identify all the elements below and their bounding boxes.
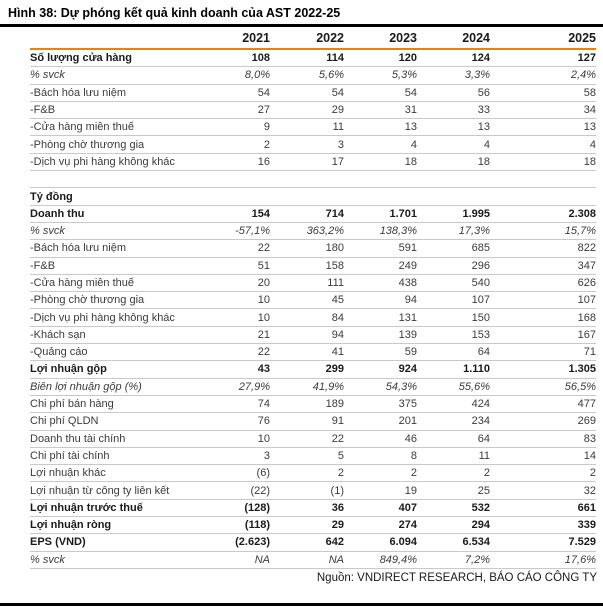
row-label: -Dịch vụ phi hàng không khác xyxy=(30,311,175,324)
row-label: -Dịch vụ phi hàng không khác xyxy=(30,155,175,168)
row-label: Chi phí QLDN xyxy=(30,415,99,428)
cell-value: 158 xyxy=(325,259,344,272)
column-header-2023: 2023 xyxy=(389,30,417,45)
cell-value: 11 xyxy=(332,121,344,134)
cell-value: 234 xyxy=(471,415,490,428)
cell-value: 10 xyxy=(257,294,270,307)
row-label: Lợi nhuận ròng xyxy=(30,519,112,532)
cell-value: 111 xyxy=(327,277,344,289)
cell-value: 16 xyxy=(257,155,270,168)
cell-value: 849,4% xyxy=(379,553,417,566)
table-row xyxy=(30,275,596,292)
cell-value: 45 xyxy=(331,294,344,307)
cell-value: (1) xyxy=(330,484,344,497)
cell-value: 3 xyxy=(263,449,270,462)
row-label: -F&B xyxy=(30,104,56,117)
cell-value: 107 xyxy=(577,294,596,307)
cell-value: 19 xyxy=(404,484,417,497)
cell-value: 94 xyxy=(404,294,417,307)
cell-value: 249 xyxy=(398,259,417,272)
cell-value: 1.995 xyxy=(462,207,490,220)
table-row xyxy=(30,50,596,67)
cell-value: 438 xyxy=(398,277,417,289)
cell-value: 76 xyxy=(257,415,270,428)
table-row xyxy=(30,482,596,499)
cell-value: 7.529 xyxy=(568,536,596,549)
cell-value: 822 xyxy=(577,242,596,255)
cell-value: 540 xyxy=(471,277,490,289)
cell-value: 51 xyxy=(257,259,270,272)
cell-value: 274 xyxy=(398,519,417,532)
cell-value: 2 xyxy=(483,467,490,480)
cell-value: 13 xyxy=(583,121,596,134)
table-row xyxy=(30,206,596,223)
cell-value: 54 xyxy=(331,86,344,99)
table-row xyxy=(30,361,596,378)
cell-value: 114 xyxy=(326,52,344,65)
row-label: -Bách hóa lưu niệm xyxy=(30,86,127,99)
cell-value: 41,9% xyxy=(312,380,344,393)
row-label: -Quảng cáo xyxy=(30,346,88,359)
cell-value: 407 xyxy=(398,501,417,514)
cell-value: 180 xyxy=(325,242,344,255)
row-label: -Phòng chờ thương gia xyxy=(30,138,145,151)
table-header-row xyxy=(30,27,596,50)
cell-value: 1.305 xyxy=(568,363,596,376)
table-row xyxy=(30,396,596,413)
table-row xyxy=(30,431,596,448)
cell-value: 124 xyxy=(471,52,490,65)
row-label: Doanh thu xyxy=(30,207,85,220)
cell-value: 31 xyxy=(404,104,417,117)
table-row xyxy=(30,552,596,569)
cell-value: 477 xyxy=(577,398,596,411)
cell-value: 83 xyxy=(583,432,596,445)
cell-value: 661 xyxy=(577,501,596,514)
table-row xyxy=(30,465,596,482)
cell-value: 269 xyxy=(577,415,596,428)
cell-value: 139 xyxy=(398,328,417,341)
cell-value: 294 xyxy=(471,519,490,532)
row-label: Chi phí tài chính xyxy=(30,449,110,462)
cell-value: 924 xyxy=(398,363,417,376)
cell-value: 714 xyxy=(325,207,344,220)
cell-value: 29 xyxy=(331,519,344,532)
cell-value: 10 xyxy=(257,432,270,445)
table-row xyxy=(30,534,596,551)
cell-value: 54,3% xyxy=(385,380,417,393)
cell-value: 91 xyxy=(331,415,344,428)
row-label: -Bách hóa lưu niệm xyxy=(30,242,127,255)
table-row xyxy=(30,136,596,153)
table-row xyxy=(30,413,596,430)
cell-value: 127 xyxy=(577,52,596,65)
row-label: Lợi nhuận khác xyxy=(30,467,106,480)
table-row xyxy=(30,188,596,205)
table-row xyxy=(30,258,596,275)
row-label: % svck xyxy=(30,225,65,238)
cell-value: 299 xyxy=(325,363,344,376)
table-row xyxy=(30,102,596,119)
cell-value: 685 xyxy=(471,242,490,255)
cell-value: 347 xyxy=(577,259,596,272)
cell-value: 25 xyxy=(477,484,490,497)
cell-value: 2,4% xyxy=(570,69,596,82)
table-row xyxy=(30,119,596,136)
cell-value: 46 xyxy=(404,432,417,445)
cell-value: 64 xyxy=(477,346,490,359)
row-label: Lợi nhuận gộp xyxy=(30,363,107,376)
cell-value: NA xyxy=(328,553,344,566)
cell-value: 138,3% xyxy=(379,225,417,238)
cell-value: 27 xyxy=(257,104,270,117)
table-row xyxy=(30,85,596,102)
bottom-divider xyxy=(0,603,603,606)
cell-value: 64 xyxy=(477,432,490,445)
cell-value: 17,6% xyxy=(564,553,596,566)
cell-value: (118) xyxy=(244,519,270,532)
cell-value: -57,1% xyxy=(235,225,270,238)
table-row xyxy=(30,154,596,171)
cell-value: 13 xyxy=(477,121,490,134)
row-label: % svck xyxy=(30,553,65,566)
cell-value: 4 xyxy=(410,138,417,151)
row-label: Lợi nhuận từ công ty liên kết xyxy=(30,484,170,497)
row-label: Số lượng cửa hàng xyxy=(30,52,132,65)
cell-value: 153 xyxy=(471,328,490,341)
cell-value: 5,3% xyxy=(391,69,417,82)
row-label: % svck xyxy=(30,69,65,82)
cell-value: 4 xyxy=(483,138,490,151)
cell-value: 18 xyxy=(583,155,596,168)
cell-value: 18 xyxy=(477,155,490,168)
cell-value: 71 xyxy=(583,346,596,359)
cell-value: (128) xyxy=(244,501,270,514)
cell-value: 22 xyxy=(331,432,344,445)
row-label: -Khách sạn xyxy=(30,328,86,341)
cell-value: 21 xyxy=(257,328,270,341)
cell-value: 167 xyxy=(577,328,596,341)
column-header-2024: 2024 xyxy=(462,30,490,45)
table-row xyxy=(30,500,596,517)
cell-value: 56 xyxy=(477,86,490,99)
cell-value: 2 xyxy=(410,467,417,480)
table-row xyxy=(30,344,596,361)
table-row xyxy=(30,67,596,84)
cell-value: (6) xyxy=(256,467,270,480)
cell-value: 55,6% xyxy=(458,380,490,393)
row-label: Biên lợi nhuận gộp (%) xyxy=(30,380,142,393)
table-row xyxy=(30,327,596,344)
cell-value: 150 xyxy=(471,311,490,324)
cell-value: 17,3% xyxy=(458,225,490,238)
row-label: -Phòng chờ thương gia xyxy=(30,294,145,307)
cell-value: 59 xyxy=(404,346,417,359)
cell-value: 6.094 xyxy=(389,536,417,549)
table-row xyxy=(30,171,596,188)
cell-value: 8,0% xyxy=(244,69,270,82)
cell-value: 36 xyxy=(331,501,344,514)
cell-value: 22 xyxy=(257,346,270,359)
cell-value: NA xyxy=(254,553,270,566)
table-row xyxy=(30,223,596,240)
cell-value: 58 xyxy=(583,86,596,99)
cell-value: 6.534 xyxy=(462,536,490,549)
table-row xyxy=(30,448,596,465)
row-label: Doanh thu tài chính xyxy=(30,432,126,445)
row-label: -Cửa hàng miễn thuế xyxy=(30,121,134,134)
table-row xyxy=(30,292,596,309)
cell-value: 339 xyxy=(577,519,596,532)
cell-value: 10 xyxy=(257,311,270,324)
cell-value: 120 xyxy=(398,52,417,65)
row-label: EPS (VND) xyxy=(30,536,86,549)
cell-value: 22 xyxy=(257,242,270,255)
cell-value: 363,2% xyxy=(306,225,344,238)
cell-value: 29 xyxy=(331,104,344,117)
cell-value: 54 xyxy=(404,86,417,99)
cell-value: 7,2% xyxy=(464,553,490,566)
table-row xyxy=(30,240,596,257)
column-header-2025: 2025 xyxy=(568,30,596,45)
cell-value: 17 xyxy=(331,155,344,168)
cell-value: 94 xyxy=(331,328,344,341)
cell-value: 84 xyxy=(331,311,344,324)
cell-value: 108 xyxy=(251,52,270,65)
cell-value: 11 xyxy=(478,449,490,462)
row-label: Tỷ đồng xyxy=(30,190,73,203)
row-label: -F&B xyxy=(30,259,56,272)
source-note: Nguồn: VNDIRECT RESEARCH, BÁO CÁO CÔNG TY xyxy=(316,571,597,584)
cell-value: 4 xyxy=(589,138,596,151)
cell-value: 2.308 xyxy=(568,207,596,220)
forecast-table xyxy=(30,27,596,569)
cell-value: 591 xyxy=(398,242,417,255)
cell-value: 2 xyxy=(589,467,596,480)
cell-value: 1.110 xyxy=(463,363,490,376)
table-row xyxy=(30,379,596,396)
cell-value: 20 xyxy=(257,277,270,289)
cell-value: 626 xyxy=(577,277,596,289)
cell-value: 54 xyxy=(257,86,270,99)
row-label: Lợi nhuận trước thuế xyxy=(30,501,143,514)
cell-value: 5,6% xyxy=(318,69,344,82)
cell-value: 642 xyxy=(325,536,344,549)
figure-title: Hình 38: Dự phóng kết quả kinh doanh của AST 2022-25 xyxy=(8,6,341,20)
cell-value: 41 xyxy=(331,346,344,359)
cell-value: (22) xyxy=(250,484,270,497)
cell-value: 2 xyxy=(337,467,344,480)
cell-value: 189 xyxy=(325,398,344,411)
cell-value: 34 xyxy=(583,104,596,117)
cell-value: 8 xyxy=(410,449,417,462)
cell-value: 14 xyxy=(583,449,596,462)
cell-value: 2 xyxy=(263,138,270,151)
cell-value: 131 xyxy=(398,311,417,324)
cell-value: 375 xyxy=(398,398,417,411)
cell-value: 424 xyxy=(471,398,490,411)
table-row xyxy=(30,309,596,326)
cell-value: 201 xyxy=(398,415,417,428)
cell-value: 15,7% xyxy=(564,225,596,238)
cell-value: 168 xyxy=(577,311,596,324)
cell-value: 27,9% xyxy=(238,380,270,393)
cell-value: 74 xyxy=(257,398,270,411)
cell-value: 13 xyxy=(404,121,417,134)
cell-value: 32 xyxy=(583,484,596,497)
cell-value: 9 xyxy=(263,121,270,134)
cell-value: 532 xyxy=(471,501,490,514)
cell-value: (2.623) xyxy=(235,536,270,549)
cell-value: 5 xyxy=(337,449,344,462)
cell-value: 154 xyxy=(251,207,270,220)
column-header-2021: 2021 xyxy=(242,30,270,45)
cell-value: 18 xyxy=(404,155,417,168)
table-row xyxy=(30,517,596,534)
table-body xyxy=(30,50,596,569)
column-header-2022: 2022 xyxy=(316,30,344,45)
cell-value: 107 xyxy=(471,294,490,307)
cell-value: 3 xyxy=(337,138,344,151)
cell-value: 1.701 xyxy=(389,207,417,220)
cell-value: 56,5% xyxy=(564,380,596,393)
cell-value: 43 xyxy=(257,363,270,376)
row-label: Chi phí bán hàng xyxy=(30,398,114,411)
cell-value: 3,3% xyxy=(464,69,490,82)
cell-value: 296 xyxy=(471,259,490,272)
cell-value: 33 xyxy=(477,104,490,117)
row-label: -Cửa hàng miễn thuế xyxy=(30,277,134,289)
